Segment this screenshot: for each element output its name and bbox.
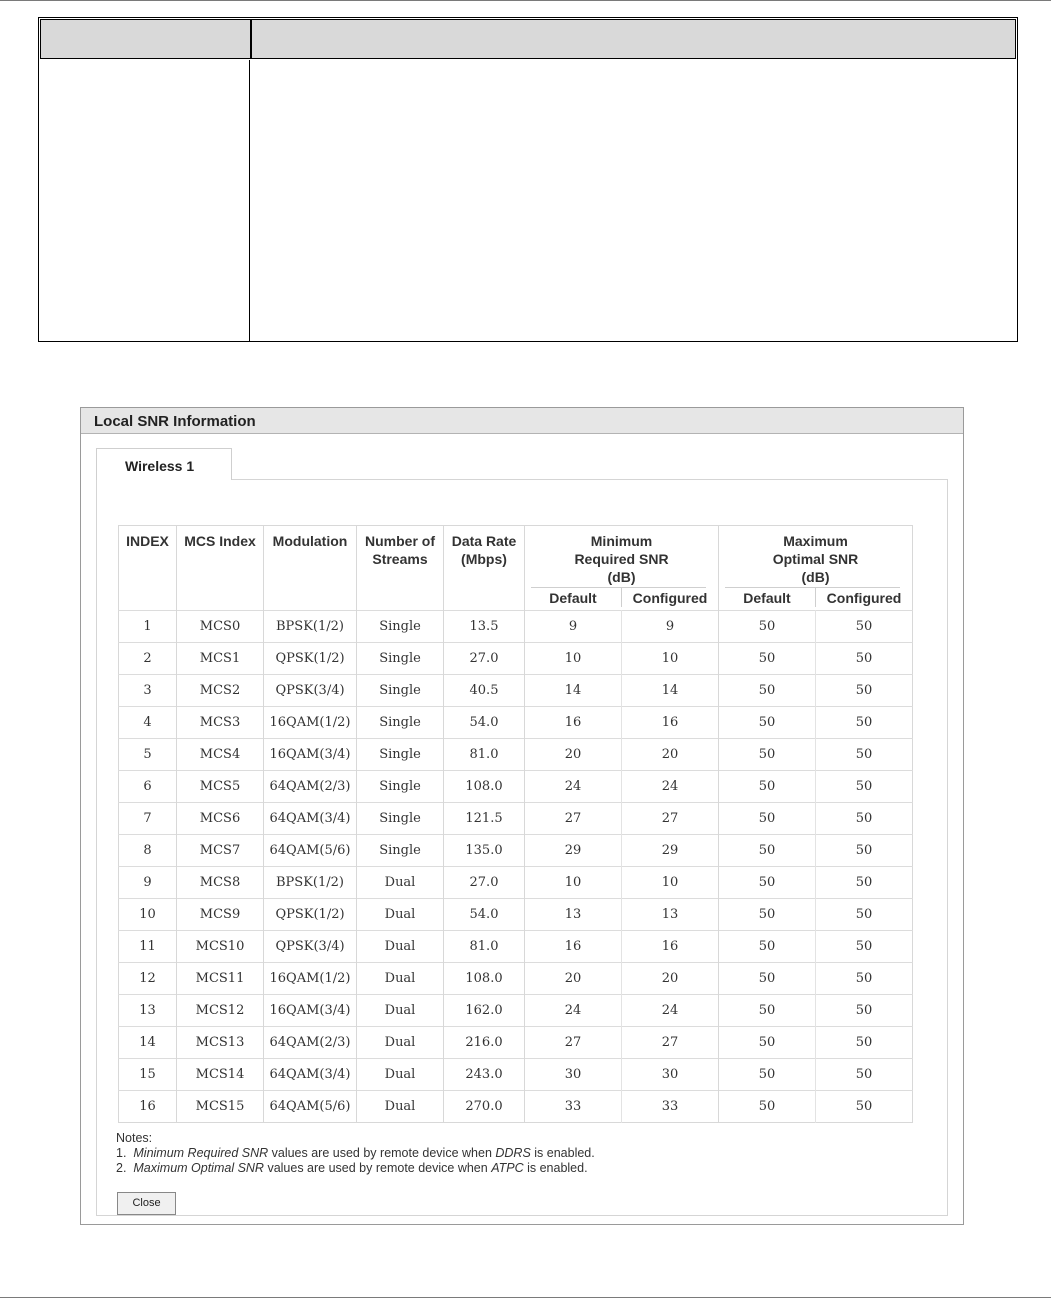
- table-cell: 16QAM(3/4): [264, 995, 357, 1027]
- table-cell: MCS6: [177, 803, 264, 835]
- table-cell: Single: [357, 707, 444, 739]
- table-cell: 14: [525, 675, 622, 707]
- table-cell: 16QAM(1/2): [264, 963, 357, 995]
- table-cell: Dual: [357, 963, 444, 995]
- table-cell: 50: [719, 899, 816, 931]
- table-cell: 14: [622, 675, 719, 707]
- snr-table: [118, 525, 913, 1123]
- table-cell: 30: [525, 1059, 622, 1091]
- table-cell: 27.0: [444, 867, 525, 899]
- table-cell: 50: [816, 707, 913, 739]
- table-body: [119, 611, 913, 1123]
- table-cell: 8: [143, 843, 152, 858]
- table-row: [119, 707, 913, 739]
- table-row: [119, 963, 913, 995]
- table-row: [119, 1059, 913, 1091]
- col-max-snr-header: Maximum Optimal SNR (dB) Default Configured: [719, 526, 913, 611]
- table-cell: MCS5: [177, 771, 264, 803]
- table-cell: Dual: [357, 1091, 444, 1123]
- notes: [116, 1131, 595, 1176]
- document-table-header: [40, 19, 1016, 59]
- header-divider: [250, 20, 252, 58]
- tab-wireless-1[interactable]: Wireless 1: [96, 448, 232, 480]
- table-cell: Single: [357, 611, 444, 643]
- table-cell: 27: [622, 1027, 719, 1059]
- table-cell: Dual: [357, 931, 444, 963]
- table-cell: 33: [525, 1091, 622, 1123]
- table-cell: 20: [525, 739, 622, 771]
- table-cell: 14: [139, 1035, 156, 1050]
- table-cell: 64QAM(2/3): [264, 1027, 357, 1059]
- table-cell: 216.0: [444, 1027, 525, 1059]
- max-configured-header: Configured: [826, 590, 902, 606]
- table-cell: 24: [525, 771, 622, 803]
- table-cell: 50: [816, 611, 913, 643]
- table-cell: 24: [622, 995, 719, 1027]
- table-cell: 13: [139, 1003, 156, 1018]
- table-cell: 30: [622, 1059, 719, 1091]
- table-row: [119, 739, 913, 771]
- table-cell: 16: [525, 931, 622, 963]
- table-cell: 108.0: [444, 771, 525, 803]
- table-cell: 20: [622, 739, 719, 771]
- table-header-row: [119, 526, 913, 611]
- table-cell: 10: [622, 643, 719, 675]
- dialog-title: Local SNR Information: [81, 408, 963, 434]
- table-cell: Single: [357, 643, 444, 675]
- table-cell: 50: [816, 931, 913, 963]
- table-cell: MCS3: [177, 707, 264, 739]
- table-cell: MCS4: [177, 739, 264, 771]
- note-2: 2. Maximum Optimal SNR values are used by remote device when ATPC is enabled.: [116, 1161, 588, 1175]
- table-cell: 33: [622, 1091, 719, 1123]
- table-cell: MCS7: [177, 835, 264, 867]
- table-cell: 50: [719, 803, 816, 835]
- table-cell: 64QAM(2/3): [264, 771, 357, 803]
- table-cell: Dual: [357, 899, 444, 931]
- table-cell: 7: [143, 811, 152, 826]
- table-cell: Single: [357, 675, 444, 707]
- table-cell: 243.0: [444, 1059, 525, 1091]
- table-cell: 16QAM(3/4): [264, 739, 357, 771]
- table-cell: 50: [816, 1059, 913, 1091]
- table-cell: 27: [525, 1027, 622, 1059]
- table-cell: 9: [143, 875, 152, 890]
- table-cell: 50: [816, 867, 913, 899]
- table-cell: Dual: [357, 1027, 444, 1059]
- table-cell: 54.0: [444, 707, 525, 739]
- table-cell: 10: [622, 867, 719, 899]
- table-cell: 27: [622, 803, 719, 835]
- top-rule: [0, 0, 1051, 1]
- table-row: [119, 803, 913, 835]
- table-cell: 13: [622, 899, 719, 931]
- table-row: [119, 1027, 913, 1059]
- min-configured-header: Configured: [632, 590, 708, 606]
- table-cell: 3: [143, 683, 152, 698]
- table-row: [119, 675, 913, 707]
- table-cell: 10: [139, 907, 156, 922]
- table-cell: 270.0: [444, 1091, 525, 1123]
- table-cell: 5: [143, 747, 152, 762]
- table-cell: 20: [525, 963, 622, 995]
- table-cell: 108.0: [444, 963, 525, 995]
- notes-heading: Notes:: [116, 1131, 153, 1145]
- table-cell: 81.0: [444, 931, 525, 963]
- table-cell: 16: [622, 931, 719, 963]
- col-min-snr-header: Minimum Required SNR (dB) Default Configured: [525, 526, 719, 611]
- table-cell: Single: [357, 739, 444, 771]
- table-cell: 50: [719, 739, 816, 771]
- table-row: [119, 899, 913, 931]
- table-cell: MCS13: [177, 1027, 264, 1059]
- col-index-header: INDEX: [126, 533, 169, 549]
- table-cell: 50: [816, 899, 913, 931]
- table-cell: 9: [622, 611, 719, 643]
- snr-dialog: [80, 407, 964, 1225]
- table-cell: MCS15: [177, 1091, 264, 1123]
- table-cell: 24: [525, 995, 622, 1027]
- table-cell: 16: [622, 707, 719, 739]
- table-cell: 64QAM(3/4): [264, 1059, 357, 1091]
- table-row: [119, 835, 913, 867]
- table-cell: 50: [719, 643, 816, 675]
- table-cell: 50: [816, 675, 913, 707]
- document-table: [38, 17, 1018, 342]
- table-row: [119, 1091, 913, 1123]
- table-cell: 9: [525, 611, 622, 643]
- table-row: [119, 611, 913, 643]
- table-cell: MCS2: [177, 675, 264, 707]
- table-cell: 29: [622, 835, 719, 867]
- table-cell: MCS12: [177, 995, 264, 1027]
- table-cell: 1: [143, 619, 152, 634]
- table-cell: 50: [816, 1091, 913, 1123]
- table-cell: 50: [816, 771, 913, 803]
- table-cell: 50: [816, 835, 913, 867]
- table-cell: 4: [143, 715, 152, 730]
- table-cell: 50: [719, 771, 816, 803]
- table-cell: MCS11: [177, 963, 264, 995]
- table-row: [119, 771, 913, 803]
- table-cell: 16: [525, 707, 622, 739]
- table-cell: 50: [719, 931, 816, 963]
- table-cell: Dual: [357, 995, 444, 1027]
- table-cell: 24: [622, 771, 719, 803]
- table-cell: 13.5: [444, 611, 525, 643]
- table-cell: 50: [719, 835, 816, 867]
- table-cell: 50: [719, 675, 816, 707]
- table-cell: 64QAM(5/6): [264, 835, 357, 867]
- table-row: [119, 867, 913, 899]
- table-cell: 121.5: [444, 803, 525, 835]
- table-cell: 27.0: [444, 643, 525, 675]
- table-cell: BPSK(1/2): [264, 611, 357, 643]
- table-cell: 16: [139, 1099, 156, 1114]
- table-cell: 50: [719, 1027, 816, 1059]
- table-cell: Single: [357, 803, 444, 835]
- table-cell: MCS10: [177, 931, 264, 963]
- table-cell: 50: [816, 739, 913, 771]
- table-cell: QPSK(3/4): [264, 675, 357, 707]
- table-cell: MCS14: [177, 1059, 264, 1091]
- table-cell: 81.0: [444, 739, 525, 771]
- table-cell: Single: [357, 835, 444, 867]
- table-cell: 13: [525, 899, 622, 931]
- table-cell: 50: [719, 707, 816, 739]
- table-cell: MCS9: [177, 899, 264, 931]
- table-cell: 10: [525, 867, 622, 899]
- max-default-header: Default: [719, 588, 816, 607]
- table-cell: 6: [143, 779, 152, 794]
- table-cell: 162.0: [444, 995, 525, 1027]
- bottom-rule: [0, 1297, 1051, 1298]
- table-cell: 50: [719, 1091, 816, 1123]
- table-cell: Dual: [357, 1059, 444, 1091]
- table-cell: 16QAM(1/2): [264, 707, 357, 739]
- table-cell: MCS8: [177, 867, 264, 899]
- table-cell: 12: [139, 971, 156, 986]
- table-cell: MCS1: [177, 643, 264, 675]
- col-mcs-header: MCS Index: [177, 526, 264, 611]
- table-row: [119, 931, 913, 963]
- table-row: [119, 643, 913, 675]
- table-cell: 15: [139, 1067, 156, 1082]
- table-cell: 64QAM(3/4): [264, 803, 357, 835]
- table-cell: 64QAM(5/6): [264, 1091, 357, 1123]
- table-row: [119, 995, 913, 1027]
- table-cell: 50: [816, 1027, 913, 1059]
- table-cell: 50: [719, 963, 816, 995]
- col-streams-header: Number of Streams: [357, 526, 444, 611]
- table-cell: Dual: [357, 867, 444, 899]
- body-divider: [249, 60, 250, 341]
- table-cell: MCS0: [177, 611, 264, 643]
- table-cell: 10: [525, 643, 622, 675]
- table-cell: 50: [719, 995, 816, 1027]
- table-cell: 135.0: [444, 835, 525, 867]
- table-cell: 20: [622, 963, 719, 995]
- table-cell: BPSK(1/2): [264, 867, 357, 899]
- table-cell: 29: [525, 835, 622, 867]
- table-cell: 27: [525, 803, 622, 835]
- col-modulation-header: Modulation: [264, 526, 357, 611]
- col-rate-header: Data Rate (Mbps): [444, 526, 525, 611]
- table-cell: 50: [719, 867, 816, 899]
- table-cell: QPSK(1/2): [264, 899, 357, 931]
- table-cell: 2: [143, 651, 152, 666]
- table-cell: 50: [816, 643, 913, 675]
- table-cell: 11: [139, 939, 156, 954]
- dialog-body: [96, 448, 948, 1216]
- table-cell: 50: [719, 1059, 816, 1091]
- min-default-header: Default: [525, 588, 622, 607]
- table-cell: Single: [357, 771, 444, 803]
- table-cell: 50: [816, 803, 913, 835]
- table-cell: 50: [816, 995, 913, 1027]
- close-button[interactable]: Close: [117, 1192, 176, 1215]
- table-cell: 50: [816, 963, 913, 995]
- table-cell: 40.5: [444, 675, 525, 707]
- table-cell: QPSK(1/2): [264, 643, 357, 675]
- note-1: 1. Minimum Required SNR values are used by remote device when DDRS is enabled.: [116, 1146, 595, 1160]
- table-cell: 54.0: [444, 899, 525, 931]
- table-cell: 50: [719, 611, 816, 643]
- table-cell: QPSK(3/4): [264, 931, 357, 963]
